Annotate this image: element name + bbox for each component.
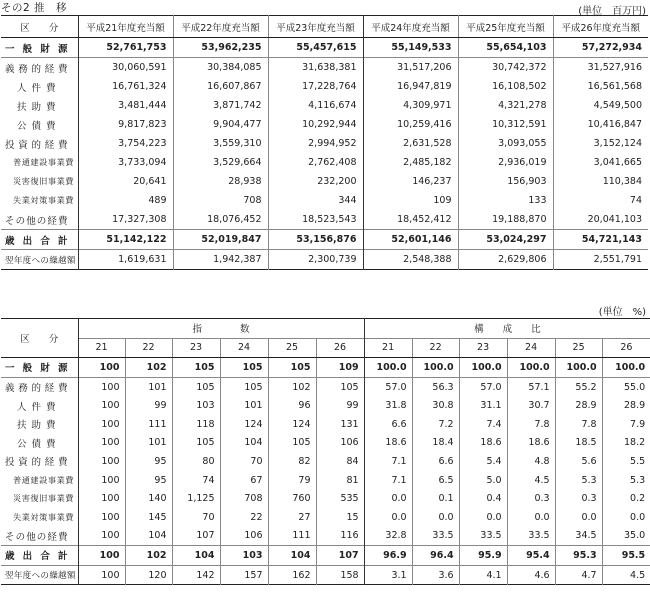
ratio-cell: 7.1 xyxy=(364,471,412,490)
index-cell: 760 xyxy=(268,489,316,508)
table-row xyxy=(1,565,650,585)
amount-cell: 10,416,847 xyxy=(553,115,648,134)
table1-year-header: 平成26年度充当額 xyxy=(553,16,648,38)
index-cell: 74 xyxy=(172,471,220,490)
row-label: 投資的経費 xyxy=(5,139,68,151)
index-cell: 124 xyxy=(220,415,268,434)
table-row xyxy=(1,172,648,191)
ratio-cell: 6.6 xyxy=(412,452,459,471)
table-row xyxy=(1,38,648,58)
row-label: 翌年度への繰越額 xyxy=(5,255,76,266)
index-cell: 109 xyxy=(316,358,364,378)
ratio-cell: 18.2 xyxy=(602,434,650,453)
ratio-cell: 96.9 xyxy=(364,546,412,566)
ratio-cell: 5.3 xyxy=(555,471,602,490)
amount-cell: 31,638,381 xyxy=(268,58,363,78)
ratio-cell: 0.3 xyxy=(555,489,602,508)
amount-cell: 146,237 xyxy=(363,172,458,191)
amount-cell: 2,762,408 xyxy=(268,153,363,172)
table2-index-group-header: 指 数 xyxy=(78,319,364,339)
ratio-cell: 4.8 xyxy=(507,452,555,471)
table1-year-header: 平成22年度充当額 xyxy=(173,16,268,38)
table-row xyxy=(1,96,648,115)
ratio-cell: 100.0 xyxy=(507,358,555,378)
amount-cell: 9,904,477 xyxy=(173,115,268,134)
ratio-cell: 0.0 xyxy=(459,508,507,527)
amount-cell: 16,561,568 xyxy=(553,77,648,96)
amount-cell: 55,149,533 xyxy=(363,38,458,58)
ratio-cell: 3.6 xyxy=(412,565,459,585)
index-cell: 120 xyxy=(125,565,172,585)
index-cell: 101 xyxy=(125,434,172,453)
index-cell: 124 xyxy=(268,415,316,434)
amount-cell: 2,994,952 xyxy=(268,134,363,153)
table1-year-header: 平成24年度充当額 xyxy=(363,16,458,38)
table-row xyxy=(1,210,648,230)
amount-cell: 4,116,674 xyxy=(268,96,363,115)
table2-year-header: 23 xyxy=(172,338,220,358)
table-row xyxy=(1,546,650,566)
index-cell: 102 xyxy=(268,377,316,396)
amount-cell: 30,742,372 xyxy=(458,58,553,78)
amount-cell: 1,619,631 xyxy=(78,250,173,270)
amount-cell: 2,548,388 xyxy=(363,250,458,270)
row-label: 一般財源 xyxy=(5,363,68,375)
ratio-cell: 0.0 xyxy=(364,508,412,527)
ratio-cell: 100.0 xyxy=(555,358,602,378)
amount-cell: 2,936,019 xyxy=(458,153,553,172)
index-cell: 101 xyxy=(220,396,268,415)
index-cell: 95 xyxy=(125,471,172,490)
amount-cell: 133 xyxy=(458,191,553,210)
index-cell: 107 xyxy=(316,546,364,566)
table2-year-header: 24 xyxy=(220,338,268,358)
index-cell: 104 xyxy=(172,546,220,566)
table2-year-header: 21 xyxy=(78,338,125,358)
ratio-cell: 4.7 xyxy=(555,565,602,585)
amount-cell: 53,962,235 xyxy=(173,38,268,58)
table-row xyxy=(1,452,650,471)
amount-cell: 2,551,791 xyxy=(553,250,648,270)
index-cell: 100 xyxy=(78,377,125,396)
index-cell: 100 xyxy=(78,508,125,527)
index-cell: 81 xyxy=(316,471,364,490)
ratio-cell: 6.6 xyxy=(364,415,412,434)
index-cell: 100 xyxy=(78,396,125,415)
amount-cell: 109 xyxy=(363,191,458,210)
table-row xyxy=(1,58,648,78)
index-cell: 104 xyxy=(125,527,172,546)
index-cell: 100 xyxy=(78,527,125,546)
index-cell: 22 xyxy=(220,508,268,527)
table2-year-header: 26 xyxy=(602,338,650,358)
table-row xyxy=(1,377,650,396)
ratio-cell: 95.9 xyxy=(459,546,507,566)
index-cell: 82 xyxy=(268,452,316,471)
index-cell: 131 xyxy=(316,415,364,434)
ratio-cell: 18.6 xyxy=(364,434,412,453)
amount-cell: 55,654,103 xyxy=(458,38,553,58)
row-label: 歳出合計 xyxy=(5,551,68,563)
ratio-cell: 100.0 xyxy=(412,358,459,378)
ratio-cell: 57.1 xyxy=(507,377,555,396)
ratio-cell: 0.3 xyxy=(507,489,555,508)
ratio-cell: 0.0 xyxy=(602,508,650,527)
amount-cell: 3,559,310 xyxy=(173,134,268,153)
index-ratio-table xyxy=(1,318,650,585)
ratio-cell: 0.0 xyxy=(412,508,459,527)
ratio-cell: 55.0 xyxy=(602,377,650,396)
amount-cell: 20,641 xyxy=(78,172,173,191)
table-row xyxy=(1,134,648,153)
ratio-cell: 33.5 xyxy=(459,527,507,546)
amount-cell: 74 xyxy=(553,191,648,210)
index-cell: 70 xyxy=(220,452,268,471)
amount-cell: 18,452,412 xyxy=(363,210,458,230)
amount-cell: 10,292,944 xyxy=(268,115,363,134)
amount-cell: 53,156,876 xyxy=(268,230,363,250)
amount-cell: 55,457,615 xyxy=(268,38,363,58)
amount-cell: 18,076,452 xyxy=(173,210,268,230)
index-cell: 70 xyxy=(172,508,220,527)
ratio-cell: 3.1 xyxy=(364,565,412,585)
ratio-cell: 0.2 xyxy=(602,489,650,508)
index-cell: 105 xyxy=(268,358,316,378)
amount-cell: 19,188,870 xyxy=(458,210,553,230)
amount-cell: 156,903 xyxy=(458,172,553,191)
index-cell: 142 xyxy=(172,565,220,585)
index-cell: 105 xyxy=(172,434,220,453)
table2-year-header: 23 xyxy=(459,338,507,358)
row-label: 公債費 xyxy=(17,120,56,132)
index-cell: 27 xyxy=(268,508,316,527)
ratio-cell: 6.5 xyxy=(412,471,459,490)
row-label: 一般財源 xyxy=(5,43,68,55)
index-cell: 118 xyxy=(172,415,220,434)
table2-year-header: 22 xyxy=(412,338,459,358)
table1-corner-header: 区 分 xyxy=(1,16,78,38)
ratio-cell: 100.0 xyxy=(602,358,650,378)
ratio-cell: 7.8 xyxy=(555,415,602,434)
ratio-cell: 95.3 xyxy=(555,546,602,566)
amount-cell: 16,108,502 xyxy=(458,77,553,96)
ratio-cell: 0.0 xyxy=(364,489,412,508)
ratio-cell: 30.7 xyxy=(507,396,555,415)
amount-cell: 4,321,278 xyxy=(458,96,553,115)
row-label: 義務的経費 xyxy=(5,63,68,75)
table-row xyxy=(1,77,648,96)
ratio-cell: 100.0 xyxy=(459,358,507,378)
ratio-cell: 7.4 xyxy=(459,415,507,434)
amount-cell: 4,309,971 xyxy=(363,96,458,115)
table-row xyxy=(1,153,648,172)
index-cell: 107 xyxy=(172,527,220,546)
index-cell: 157 xyxy=(220,565,268,585)
amount-cell: 2,629,806 xyxy=(458,250,553,270)
index-cell: 96 xyxy=(268,396,316,415)
table-row xyxy=(1,358,650,378)
index-cell: 116 xyxy=(316,527,364,546)
index-cell: 111 xyxy=(268,527,316,546)
amount-cell: 3,041,665 xyxy=(553,153,648,172)
index-cell: 79 xyxy=(268,471,316,490)
unit-label-1: (単位 百万円) xyxy=(578,6,646,17)
index-cell: 67 xyxy=(220,471,268,490)
amount-cell: 18,523,543 xyxy=(268,210,363,230)
amount-cell: 53,024,297 xyxy=(458,230,553,250)
row-label: 投資的経費 xyxy=(5,457,68,469)
amount-cell: 30,060,591 xyxy=(78,58,173,78)
row-label: 災害復旧事業費 xyxy=(13,176,74,186)
ratio-cell: 4.6 xyxy=(507,565,555,585)
row-label: 人件費 xyxy=(17,401,56,413)
table-row xyxy=(1,434,650,453)
index-cell: 15 xyxy=(316,508,364,527)
ratio-cell: 5.5 xyxy=(602,452,650,471)
amount-cell: 110,384 xyxy=(553,172,648,191)
unit-label-2: (単位 %) xyxy=(598,307,646,318)
index-cell: 162 xyxy=(268,565,316,585)
transition-amount-table xyxy=(1,15,648,270)
index-cell: 100 xyxy=(78,434,125,453)
amount-cell: 30,384,085 xyxy=(173,58,268,78)
table2-year-header: 26 xyxy=(316,338,364,358)
ratio-cell: 32.8 xyxy=(364,527,412,546)
table1-year-header: 平成21年度充当額 xyxy=(78,16,173,38)
ratio-cell: 0.0 xyxy=(507,508,555,527)
ratio-cell: 7.1 xyxy=(364,452,412,471)
index-cell: 80 xyxy=(172,452,220,471)
table1-year-header: 平成25年度充当額 xyxy=(458,16,553,38)
amount-cell: 344 xyxy=(268,191,363,210)
amount-cell: 3,529,664 xyxy=(173,153,268,172)
index-cell: 100 xyxy=(78,471,125,490)
amount-cell: 2,485,182 xyxy=(363,153,458,172)
amount-cell: 3,152,124 xyxy=(553,134,648,153)
ratio-cell: 0.0 xyxy=(555,508,602,527)
row-label: その他の経費 xyxy=(5,531,68,543)
amount-cell: 52,019,847 xyxy=(173,230,268,250)
index-cell: 100 xyxy=(78,546,125,566)
index-cell: 105 xyxy=(172,358,220,378)
row-label: 普通建設事業費 xyxy=(13,474,74,485)
table2-year-header: 25 xyxy=(268,338,316,358)
ratio-cell: 95.5 xyxy=(602,546,650,566)
ratio-cell: 56.3 xyxy=(412,377,459,396)
amount-cell: 16,607,867 xyxy=(173,77,268,96)
ratio-cell: 28.9 xyxy=(555,396,602,415)
index-cell: 105 xyxy=(172,377,220,396)
amount-cell: 9,817,823 xyxy=(78,115,173,134)
ratio-cell: 57.0 xyxy=(364,377,412,396)
amount-cell: 3,093,055 xyxy=(458,134,553,153)
table-row xyxy=(1,527,650,546)
index-cell: 102 xyxy=(125,546,172,566)
ratio-cell: 30.8 xyxy=(412,396,459,415)
index-cell: 100 xyxy=(78,489,125,508)
index-cell: 105 xyxy=(220,358,268,378)
amount-cell: 31,527,916 xyxy=(553,58,648,78)
index-cell: 1,125 xyxy=(172,489,220,508)
table2-corner-header: 区 分 xyxy=(1,319,78,358)
row-label: 扶助費 xyxy=(17,420,56,432)
amount-cell: 3,481,444 xyxy=(78,96,173,115)
table-row xyxy=(1,230,648,250)
ratio-cell: 31.8 xyxy=(364,396,412,415)
index-cell: 100 xyxy=(78,358,125,378)
amount-cell: 16,947,819 xyxy=(363,77,458,96)
row-label: 公債費 xyxy=(17,438,56,450)
row-label: 失業対策事業費 xyxy=(13,511,74,522)
amount-cell: 2,300,739 xyxy=(268,250,363,270)
index-cell: 535 xyxy=(316,489,364,508)
ratio-cell: 96.4 xyxy=(412,546,459,566)
ratio-cell: 0.1 xyxy=(412,489,459,508)
ratio-cell: 55.2 xyxy=(555,377,602,396)
amount-cell: 51,142,122 xyxy=(78,230,173,250)
index-cell: 104 xyxy=(268,546,316,566)
row-label: 災害復旧事業費 xyxy=(13,493,74,504)
amount-cell: 3,733,094 xyxy=(78,153,173,172)
index-cell: 100 xyxy=(78,415,125,434)
table-row xyxy=(1,471,650,490)
index-cell: 105 xyxy=(220,377,268,396)
ratio-cell: 18.4 xyxy=(412,434,459,453)
table1-year-header: 平成23年度充当額 xyxy=(268,16,363,38)
index-cell: 102 xyxy=(125,358,172,378)
index-cell: 101 xyxy=(125,377,172,396)
ratio-cell: 5.4 xyxy=(459,452,507,471)
index-cell: 104 xyxy=(220,434,268,453)
row-label: その他の経費 xyxy=(5,215,68,227)
ratio-cell: 95.4 xyxy=(507,546,555,566)
amount-cell: 16,761,324 xyxy=(78,77,173,96)
amount-cell: 232,200 xyxy=(268,172,363,191)
ratio-cell: 28.9 xyxy=(602,396,650,415)
ratio-cell: 57.0 xyxy=(459,377,507,396)
table-row xyxy=(1,508,650,527)
table2-year-header: 24 xyxy=(507,338,555,358)
ratio-cell: 7.8 xyxy=(507,415,555,434)
ratio-cell: 35.0 xyxy=(602,527,650,546)
ratio-cell: 18.5 xyxy=(555,434,602,453)
amount-cell: 3,754,223 xyxy=(78,134,173,153)
row-label: 失業対策事業費 xyxy=(13,195,74,205)
table-row xyxy=(1,250,648,270)
row-label: 人件費 xyxy=(17,82,56,94)
index-cell: 105 xyxy=(316,377,364,396)
index-cell: 158 xyxy=(316,565,364,585)
ratio-cell: 18.6 xyxy=(459,434,507,453)
index-cell: 95 xyxy=(125,452,172,471)
index-cell: 708 xyxy=(220,489,268,508)
ratio-cell: 33.5 xyxy=(412,527,459,546)
amount-cell: 708 xyxy=(173,191,268,210)
index-cell: 99 xyxy=(316,396,364,415)
ratio-cell: 31.1 xyxy=(459,396,507,415)
amount-cell: 54,721,143 xyxy=(553,230,648,250)
amount-cell: 2,631,528 xyxy=(363,134,458,153)
ratio-cell: 7.9 xyxy=(602,415,650,434)
amount-cell: 10,259,416 xyxy=(363,115,458,134)
table-row xyxy=(1,115,648,134)
amount-cell: 17,228,764 xyxy=(268,77,363,96)
index-cell: 103 xyxy=(172,396,220,415)
amount-cell: 17,327,308 xyxy=(78,210,173,230)
ratio-cell: 4.5 xyxy=(602,565,650,585)
page-title: その2 推 移 xyxy=(1,2,68,14)
ratio-cell: 18.6 xyxy=(507,434,555,453)
amount-cell: 31,517,206 xyxy=(363,58,458,78)
ratio-cell: 5.3 xyxy=(602,471,650,490)
amount-cell: 52,601,146 xyxy=(363,230,458,250)
index-cell: 106 xyxy=(316,434,364,453)
amount-cell: 10,312,591 xyxy=(458,115,553,134)
ratio-cell: 4.1 xyxy=(459,565,507,585)
amount-cell: 4,549,500 xyxy=(553,96,648,115)
row-label: 普通建設事業費 xyxy=(13,157,74,167)
table2-year-header: 21 xyxy=(364,338,412,358)
row-label: 扶助費 xyxy=(17,101,56,113)
row-label: 翌年度への繰越額 xyxy=(5,571,76,582)
ratio-cell: 33.5 xyxy=(507,527,555,546)
ratio-cell: 7.2 xyxy=(412,415,459,434)
index-cell: 145 xyxy=(125,508,172,527)
index-cell: 84 xyxy=(316,452,364,471)
index-cell: 99 xyxy=(125,396,172,415)
amount-cell: 52,761,753 xyxy=(78,38,173,58)
index-cell: 106 xyxy=(220,527,268,546)
table-row xyxy=(1,191,648,210)
ratio-cell: 34.5 xyxy=(555,527,602,546)
ratio-cell: 5.6 xyxy=(555,452,602,471)
table2-year-header: 25 xyxy=(555,338,602,358)
row-label: 義務的経費 xyxy=(5,383,68,395)
table-row xyxy=(1,396,650,415)
index-cell: 100 xyxy=(78,452,125,471)
index-cell: 111 xyxy=(125,415,172,434)
table2-ratio-group-header: 構 成 比 xyxy=(364,319,650,339)
index-cell: 140 xyxy=(125,489,172,508)
index-cell: 105 xyxy=(268,434,316,453)
ratio-cell: 4.5 xyxy=(507,471,555,490)
ratio-cell: 0.4 xyxy=(459,489,507,508)
table-row xyxy=(1,489,650,508)
index-cell: 103 xyxy=(220,546,268,566)
ratio-cell: 5.0 xyxy=(459,471,507,490)
row-label: 歳出合計 xyxy=(5,235,68,247)
amount-cell: 3,871,742 xyxy=(173,96,268,115)
table2-year-header: 22 xyxy=(125,338,172,358)
index-cell: 100 xyxy=(78,565,125,585)
table-row xyxy=(1,415,650,434)
amount-cell: 489 xyxy=(78,191,173,210)
amount-cell: 1,942,387 xyxy=(173,250,268,270)
amount-cell: 57,272,934 xyxy=(553,38,648,58)
amount-cell: 20,041,103 xyxy=(553,210,648,230)
ratio-cell: 100.0 xyxy=(364,358,412,378)
amount-cell: 28,938 xyxy=(173,172,268,191)
